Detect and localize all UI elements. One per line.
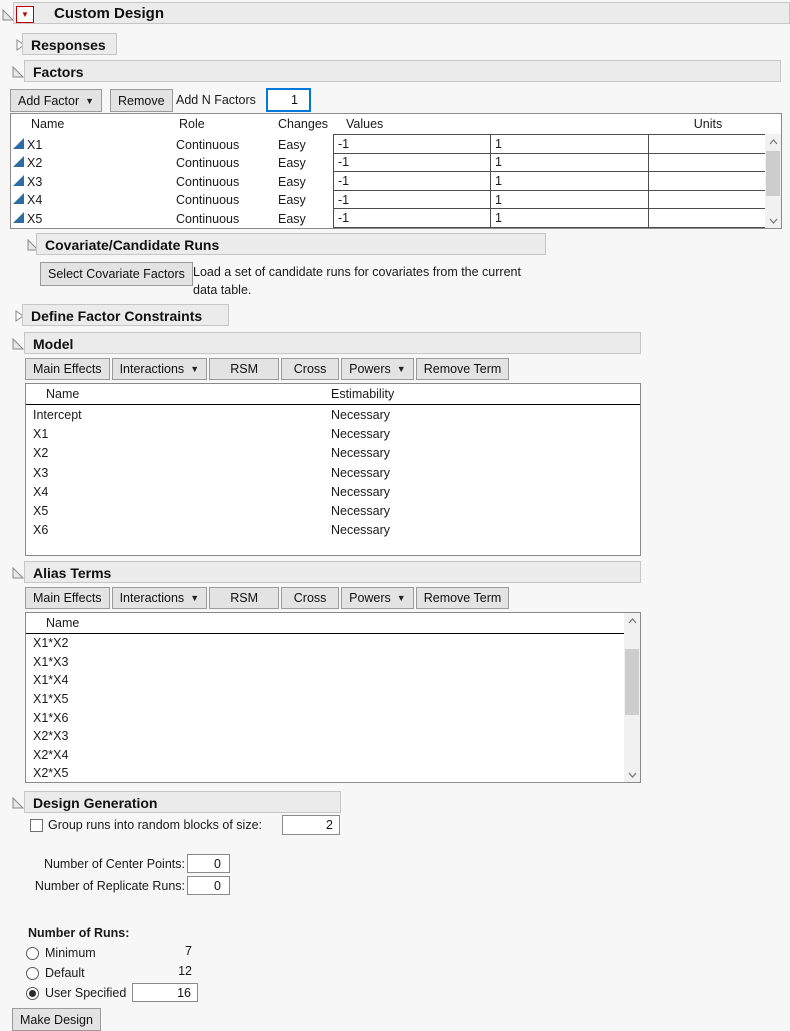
- factor-name[interactable]: X2: [27, 156, 43, 171]
- chevron-down-icon: ▼: [396, 364, 406, 374]
- factor-high-cell[interactable]: 1: [491, 135, 648, 153]
- factors-table: [10, 113, 782, 229]
- col-header-estimability: Estimability: [331, 387, 395, 401]
- factor-row[interactable]: [11, 209, 334, 228]
- disclosure-open-icon[interactable]: [12, 338, 24, 350]
- model-term-row[interactable]: [26, 424, 640, 443]
- default-radio[interactable]: [26, 967, 39, 980]
- constraints-title: Define Factor Constraints: [31, 308, 203, 324]
- term-estimability[interactable]: Necessary: [331, 484, 391, 499]
- remove-label: Remove: [118, 93, 165, 108]
- continuous-factor-icon: [13, 156, 24, 167]
- factor-values-grid: [333, 134, 768, 228]
- rsm-label: RSM: [230, 591, 258, 605]
- factor-changes[interactable]: Easy: [278, 174, 306, 189]
- model-term-row[interactable]: [26, 501, 640, 520]
- factor-units-cell[interactable]: [649, 154, 766, 172]
- model-table: [25, 383, 641, 556]
- replicate-runs-label: Number of Replicate Runs:: [34, 879, 185, 893]
- factors-header[interactable]: [24, 60, 781, 82]
- make-design-button[interactable]: [12, 1008, 101, 1031]
- covariate-header[interactable]: [36, 233, 546, 255]
- continuous-factor-icon: [13, 175, 24, 186]
- page-title: Custom Design: [54, 5, 165, 22]
- add-n-factors-value: 1: [291, 93, 298, 107]
- select-covariate-factors-button[interactable]: [40, 262, 193, 286]
- scrollbar-thumb[interactable]: [625, 649, 639, 715]
- factor-high-cell[interactable]: 1: [491, 172, 648, 190]
- factor-high-cell[interactable]: 1: [491, 154, 648, 172]
- alias-term-row[interactable]: X2*X4: [33, 747, 69, 762]
- term-estimability[interactable]: Necessary: [331, 504, 391, 519]
- interactions-button[interactable]: [112, 587, 208, 609]
- factor-name[interactable]: X4: [27, 193, 43, 208]
- col-header-role: Role: [179, 117, 205, 131]
- cross-button[interactable]: [281, 587, 339, 609]
- factor-changes[interactable]: Easy: [278, 211, 306, 226]
- remove-term-button[interactable]: [416, 358, 510, 380]
- main-effects-button[interactable]: [25, 358, 110, 380]
- disclosure-open-icon[interactable]: [12, 567, 24, 579]
- factor-low-cell[interactable]: -1: [334, 191, 490, 209]
- term-name[interactable]: X4: [33, 484, 49, 499]
- term-name[interactable]: X6: [33, 523, 49, 538]
- factor-units-cell[interactable]: [649, 209, 766, 227]
- responses-header[interactable]: [22, 33, 117, 55]
- add-factor-label: Add Factor: [18, 93, 80, 108]
- scroll-up-icon[interactable]: [765, 134, 781, 149]
- model-term-row[interactable]: [26, 463, 640, 482]
- chevron-down-icon: ▼: [190, 593, 200, 603]
- make-design-label: Make Design: [20, 1012, 93, 1027]
- main-effects-label: Main Effects: [33, 591, 102, 605]
- continuous-factor-icon: [13, 193, 24, 204]
- factor-low-cell[interactable]: -1: [334, 154, 490, 172]
- alias-term-row[interactable]: X1*X3: [33, 654, 69, 669]
- user-specified-label: User Specified: [45, 986, 127, 1000]
- scrollbar-thumb[interactable]: [766, 151, 780, 196]
- col-header-name: Name: [31, 117, 65, 131]
- factors-title: Factors: [33, 64, 84, 80]
- model-term-row[interactable]: [26, 482, 640, 501]
- powers-button[interactable]: [341, 358, 414, 380]
- alias-toolbar: [25, 587, 509, 609]
- factor-name[interactable]: X3: [27, 174, 43, 189]
- covariate-description-line2: data table.: [193, 283, 252, 297]
- responses-title: Responses: [31, 37, 106, 53]
- model-table-header: [26, 384, 640, 405]
- alias-term-row[interactable]: X1*X6: [33, 710, 69, 725]
- term-name[interactable]: X1: [33, 426, 49, 441]
- factor-high-cell[interactable]: 1: [491, 191, 648, 209]
- minimum-value: 7: [185, 944, 192, 958]
- design-generation-title: Design Generation: [33, 795, 158, 811]
- rsm-label: RSM: [230, 362, 258, 376]
- alias-term-row[interactable]: X1*X2: [33, 636, 69, 651]
- design-generation-header[interactable]: [24, 791, 341, 813]
- alias-terms-title: Alias Terms: [33, 565, 112, 581]
- number-of-runs-label: Number of Runs:: [28, 926, 130, 940]
- alias-terms-table: [25, 612, 641, 783]
- alias-scrollbar[interactable]: [624, 613, 640, 782]
- powers-label: Powers: [349, 591, 391, 605]
- chevron-down-icon: ▼: [85, 95, 95, 106]
- center-points-label: Number of Center Points:: [43, 857, 185, 871]
- cross-label: Cross: [293, 362, 327, 376]
- factor-row[interactable]: [11, 135, 334, 154]
- factor-role[interactable]: Continuous: [176, 137, 240, 152]
- scroll-down-icon[interactable]: [624, 767, 640, 782]
- continuous-factor-icon: [13, 212, 24, 223]
- factor-changes[interactable]: Easy: [278, 137, 306, 152]
- term-estimability[interactable]: Necessary: [331, 407, 391, 422]
- col-header-changes: Changes: [278, 117, 329, 131]
- interactions-button[interactable]: [112, 358, 208, 380]
- covariate-description: [193, 263, 553, 299]
- alias-term-row[interactable]: X1*X4: [33, 673, 69, 688]
- user-specified-value: 16: [177, 985, 191, 1000]
- factor-units-cell[interactable]: [649, 172, 766, 190]
- col-header-name: Name: [46, 616, 80, 630]
- term-name[interactable]: Intercept: [33, 407, 82, 422]
- model-term-row[interactable]: [26, 521, 640, 540]
- constraints-header[interactable]: [22, 304, 229, 326]
- rsm-button[interactable]: [209, 358, 279, 380]
- factor-role[interactable]: Continuous: [176, 193, 240, 208]
- red-triangle-icon: ▼: [21, 9, 29, 19]
- factor-changes[interactable]: Easy: [278, 156, 306, 171]
- chevron-down-icon: ▼: [190, 364, 200, 374]
- term-estimability[interactable]: Necessary: [331, 446, 391, 461]
- alias-term-row[interactable]: X2*X3: [33, 729, 69, 744]
- continuous-factor-icon: [13, 138, 24, 149]
- covariate-description-line1: Load a set of candidate runs for covariates from the current: [193, 265, 521, 279]
- model-term-row[interactable]: [26, 405, 640, 424]
- model-title: Model: [33, 336, 74, 352]
- cross-button[interactable]: [281, 358, 339, 380]
- factor-row[interactable]: [11, 154, 334, 173]
- term-name[interactable]: X2: [33, 446, 49, 461]
- add-factor-button[interactable]: [10, 89, 102, 112]
- model-header[interactable]: [24, 332, 641, 354]
- red-triangle-menu-button[interactable]: [16, 6, 34, 23]
- add-n-factors-input[interactable]: [266, 88, 311, 112]
- chevron-down-icon: ▼: [396, 593, 406, 603]
- covariate-title: Covariate/Candidate Runs: [45, 237, 220, 253]
- remove-term-button[interactable]: [416, 587, 510, 609]
- factors-scrollbar[interactable]: [765, 134, 781, 228]
- term-name[interactable]: X3: [33, 465, 49, 480]
- powers-button[interactable]: [341, 587, 414, 609]
- term-estimability[interactable]: Necessary: [331, 465, 391, 480]
- replicate-runs-value: 0: [214, 878, 221, 893]
- remove-factor-button[interactable]: [110, 89, 173, 112]
- cross-label: Cross: [293, 591, 327, 605]
- model-toolbar: [25, 358, 509, 380]
- col-header-values: Values: [346, 117, 384, 131]
- factor-role[interactable]: Continuous: [176, 211, 240, 226]
- select-covariate-factors-label: Select Covariate Factors: [48, 267, 185, 281]
- user-specified-radio[interactable]: [26, 987, 39, 1000]
- scroll-down-icon[interactable]: [765, 213, 781, 228]
- powers-label: Powers: [349, 362, 391, 376]
- minimum-radio[interactable]: [26, 947, 39, 960]
- default-label: Default: [45, 966, 85, 980]
- alias-term-row[interactable]: X2*X5: [33, 766, 69, 781]
- remove-term-label: Remove Term: [423, 591, 502, 605]
- main-effects-label: Main Effects: [33, 362, 102, 376]
- model-term-row[interactable]: [26, 444, 640, 463]
- col-header-units: Units: [693, 117, 723, 131]
- replicate-runs-input[interactable]: [187, 876, 230, 895]
- factor-row[interactable]: [11, 172, 334, 191]
- minimum-label: Minimum: [45, 946, 96, 960]
- alias-terms-header[interactable]: [24, 561, 641, 583]
- factor-name[interactable]: X5: [27, 211, 43, 226]
- remove-term-label: Remove Term: [423, 362, 502, 376]
- factor-name[interactable]: X1: [27, 137, 43, 152]
- factor-changes[interactable]: Easy: [278, 193, 306, 208]
- interactions-label: Interactions: [119, 591, 185, 605]
- alias-table-header: [26, 613, 640, 634]
- factor-units-cell[interactable]: [649, 135, 766, 153]
- term-name[interactable]: X5: [33, 504, 49, 519]
- custom-design-header: [13, 2, 790, 24]
- factor-low-cell[interactable]: -1: [334, 209, 490, 227]
- factor-units-cell[interactable]: [649, 191, 766, 209]
- factor-role[interactable]: Continuous: [176, 156, 240, 171]
- factor-low-cell[interactable]: -1: [334, 135, 490, 153]
- block-size-value: 2: [326, 818, 333, 832]
- alias-term-row[interactable]: X1*X5: [33, 692, 69, 707]
- group-runs-label: Group runs into random blocks of size:: [48, 818, 262, 832]
- disclosure-open-icon[interactable]: [12, 66, 24, 78]
- group-runs-checkbox[interactable]: [30, 819, 43, 832]
- factor-role[interactable]: Continuous: [176, 174, 240, 189]
- factor-row[interactable]: [11, 191, 334, 210]
- term-estimability[interactable]: Necessary: [331, 426, 391, 441]
- default-value: 12: [178, 964, 192, 978]
- scroll-up-icon[interactable]: [624, 613, 640, 628]
- interactions-label: Interactions: [119, 362, 185, 376]
- disclosure-open-icon[interactable]: [12, 797, 24, 809]
- add-n-factors-label: Add N Factors: [176, 93, 256, 107]
- factor-high-cell[interactable]: 1: [491, 209, 648, 227]
- factors-table-header: [11, 114, 781, 134]
- block-size-input[interactable]: [282, 815, 340, 835]
- center-points-input[interactable]: [187, 854, 230, 873]
- rsm-button[interactable]: [209, 587, 279, 609]
- term-estimability[interactable]: Necessary: [331, 523, 391, 538]
- factor-low-cell[interactable]: -1: [334, 172, 490, 190]
- main-effects-button[interactable]: [25, 587, 110, 609]
- col-header-name: Name: [46, 387, 80, 401]
- user-specified-input[interactable]: [132, 983, 198, 1002]
- center-points-value: 0: [214, 856, 221, 871]
